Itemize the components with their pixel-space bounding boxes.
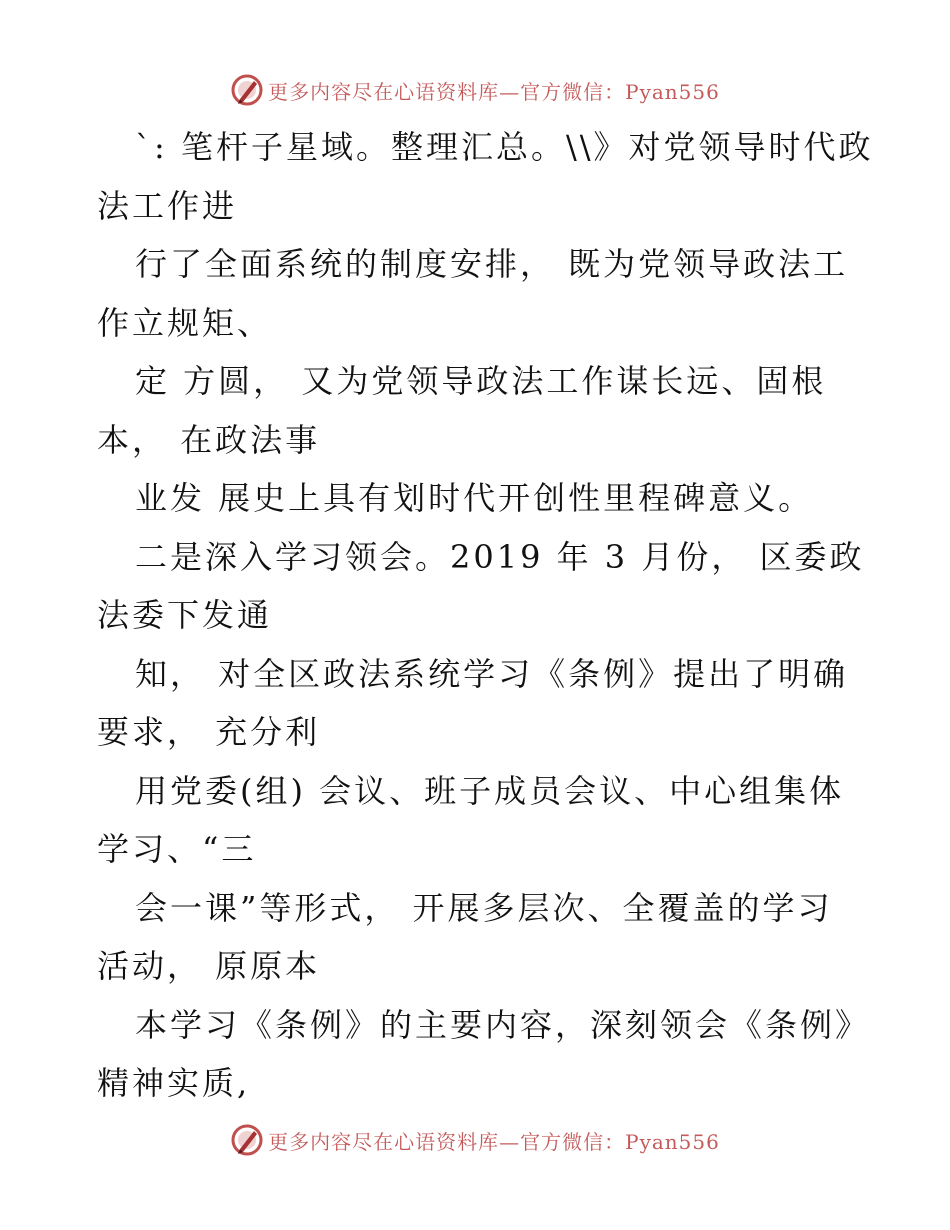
body-line: 作立规矩、 — [97, 303, 273, 342]
body-line: 精神实质, — [97, 1064, 251, 1102]
body-line: 法工作进 — [97, 186, 238, 225]
body-line: `: 笔杆子星域。整理汇总。\\》对党领导时代政 — [135, 128, 874, 166]
body-line: 学习、“三 — [97, 830, 257, 868]
footer-banner-text: 更多内容尽在心语资料库—官方微信：Pyan556 — [268, 1129, 720, 1154]
pen-logo-icon — [230, 73, 264, 107]
header-banner — [0, 70, 950, 110]
body-line: 行了全面系统的制度安排， 既为党领导政法工 — [135, 245, 849, 283]
header-banner-text: 更多内容尽在心语资料库—官方微信：Pyan556 — [268, 79, 720, 104]
body-line: 定 方圆， 又为党领导政法工作谋长远、固根 — [135, 362, 827, 400]
body-line: 知， 对全区政法系统学习《条例》提出了明确 — [135, 654, 849, 693]
document-body — [97, 118, 874, 1113]
body-line: 活动， 原原本 — [97, 947, 321, 985]
body-line: 会一课”等形式， 开展多层次、全覆盖的学习 — [135, 888, 833, 927]
body-line: 要求， 充分利 — [97, 713, 321, 751]
body-line: 本学习《条例》的主要内容，深刻领会《条例》 — [135, 1005, 871, 1044]
footer-banner — [0, 1120, 950, 1160]
body-line: 法委下发通 — [97, 596, 273, 634]
body-line: 业发 展史上具有划时代开创性里程碑意义。 — [135, 479, 814, 517]
pen-logo-icon — [230, 1123, 264, 1157]
body-line: 二是深入学习领会。2019 年 3 月份， 区委政 — [135, 537, 865, 576]
body-line: 本， 在政法事 — [97, 420, 321, 459]
body-line: 用党委(组) 会议、班子成员会议、中心组集体 — [135, 771, 845, 810]
